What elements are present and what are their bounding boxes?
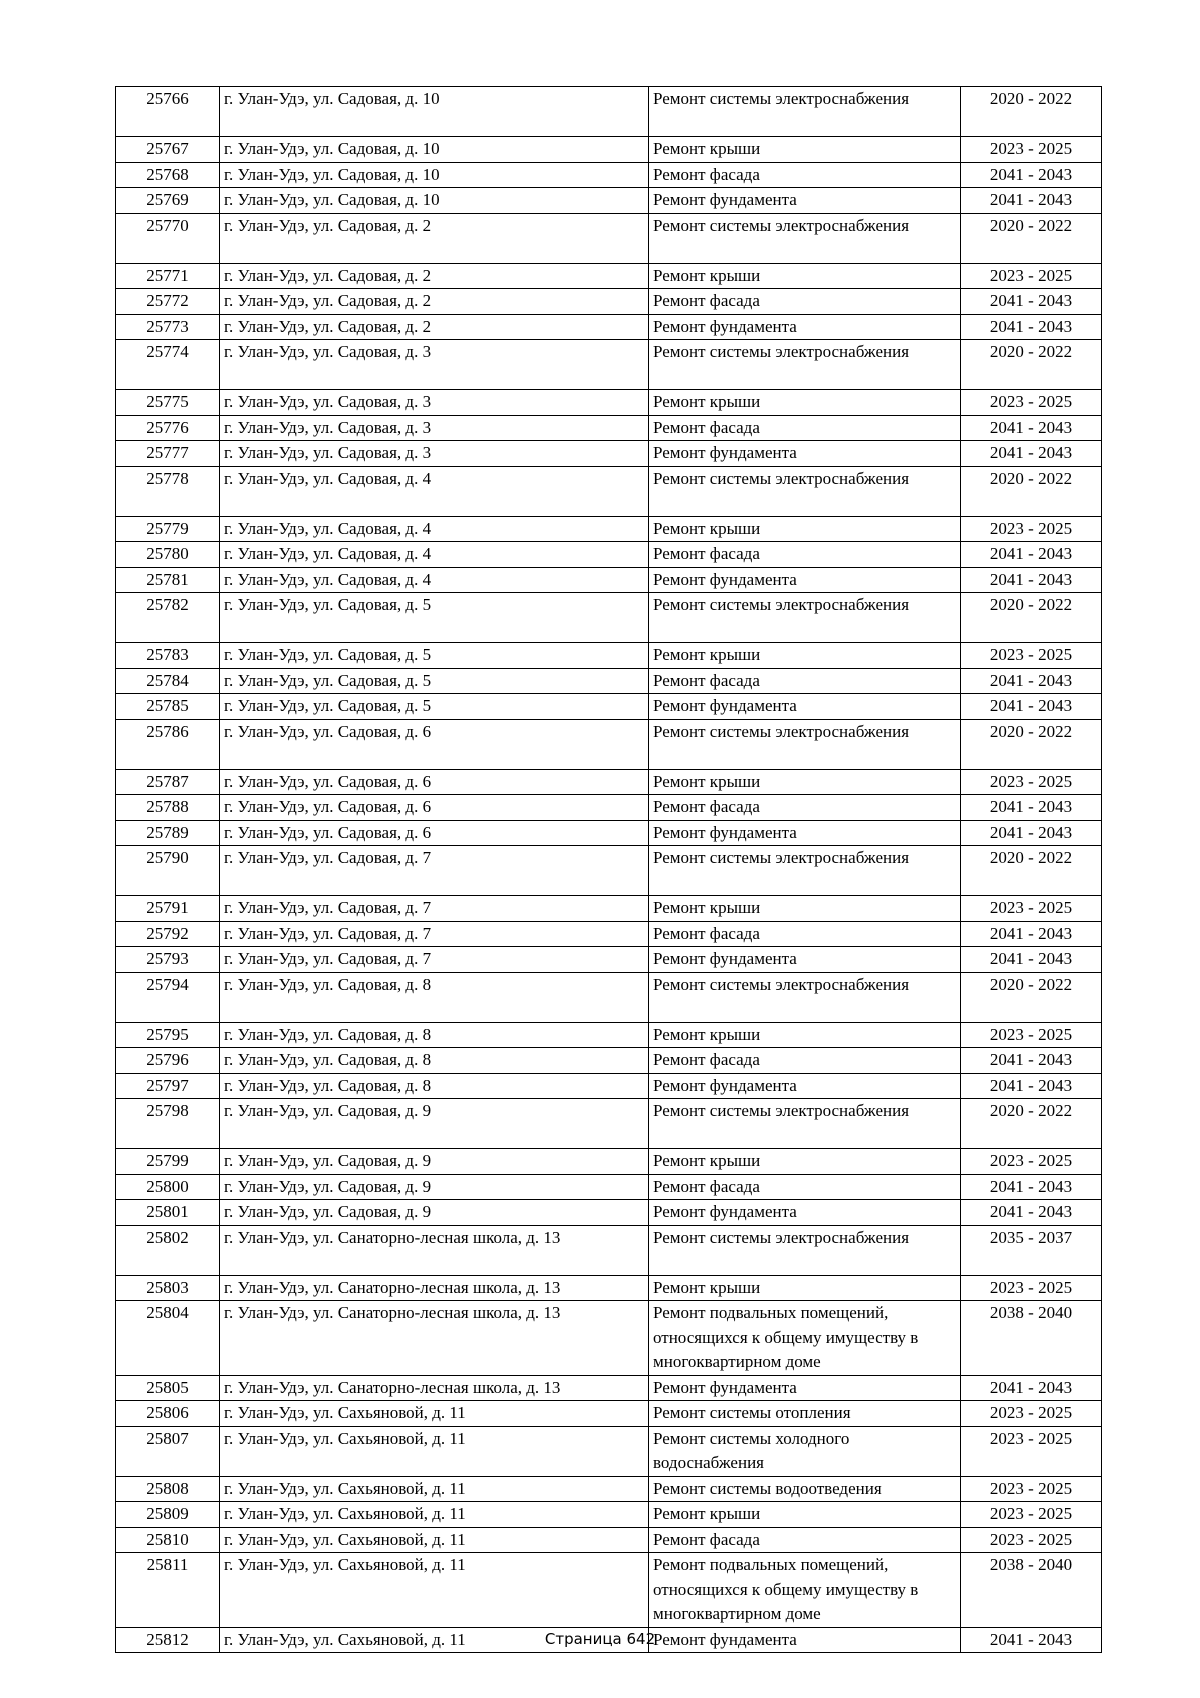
address-cell: г. Улан-Удэ, ул. Садовая, д. 6	[220, 820, 649, 846]
period-cell: 2023 - 2025	[961, 1275, 1102, 1301]
table-row	[116, 972, 1102, 1022]
work-type-cell: Ремонт фундамента	[649, 1375, 961, 1401]
table-row	[116, 289, 1102, 315]
period-cell: 2023 - 2025	[961, 769, 1102, 795]
address-cell: г. Улан-Удэ, ул. Садовая, д. 2	[220, 263, 649, 289]
work-type-cell: Ремонт фундамента	[649, 188, 961, 214]
row-number-cell: 25787	[116, 769, 220, 795]
period-cell: 2041 - 2043	[961, 795, 1102, 821]
address-cell: г. Улан-Удэ, ул. Садовая, д. 4	[220, 516, 649, 542]
row-number-cell: 25797	[116, 1073, 220, 1099]
period-cell: 2023 - 2025	[961, 1476, 1102, 1502]
table-row	[116, 137, 1102, 163]
period-cell: 2020 - 2022	[961, 466, 1102, 516]
row-number-cell: 25810	[116, 1527, 220, 1553]
work-type-cell: Ремонт подвальных помещений, относящихся к общему имуществу в многоквартирном доме	[649, 1553, 961, 1628]
address-cell: г. Улан-Удэ, ул. Садовая, д. 8	[220, 1073, 649, 1099]
address-cell: г. Улан-Удэ, ул. Садовая, д. 6	[220, 719, 649, 769]
work-type-cell: Ремонт фасада	[649, 415, 961, 441]
work-type-cell: Ремонт системы холодного водоснабжения	[649, 1426, 961, 1476]
work-type-cell: Ремонт фундамента	[649, 567, 961, 593]
row-number-cell: 25801	[116, 1200, 220, 1226]
table-row	[116, 263, 1102, 289]
period-cell: 2020 - 2022	[961, 340, 1102, 390]
address-cell: г. Улан-Удэ, ул. Садовая, д. 8	[220, 1048, 649, 1074]
address-cell: г. Улан-Удэ, ул. Садовая, д. 3	[220, 441, 649, 467]
row-number-cell: 25775	[116, 390, 220, 416]
table-row	[116, 441, 1102, 467]
work-type-cell: Ремонт фасада	[649, 1174, 961, 1200]
address-cell: г. Улан-Удэ, ул. Садовая, д. 5	[220, 643, 649, 669]
period-cell: 2020 - 2022	[961, 972, 1102, 1022]
table-row	[116, 1476, 1102, 1502]
address-cell: г. Улан-Удэ, ул. Садовая, д. 2	[220, 213, 649, 263]
row-number-cell: 25790	[116, 846, 220, 896]
address-cell: г. Улан-Удэ, ул. Сахьяновой, д. 11	[220, 1426, 649, 1476]
work-type-cell: Ремонт фундамента	[649, 1627, 961, 1653]
work-type-cell: Ремонт фасада	[649, 542, 961, 568]
period-cell: 2041 - 2043	[961, 314, 1102, 340]
work-type-cell: Ремонт системы электроснабжения	[649, 719, 961, 769]
address-cell: г. Улан-Удэ, ул. Сахьяновой, д. 11	[220, 1476, 649, 1502]
table-row	[116, 1502, 1102, 1528]
address-cell: г. Улан-Удэ, ул. Садовая, д. 8	[220, 972, 649, 1022]
address-cell: г. Улан-Удэ, ул. Сахьяновой, д. 11	[220, 1401, 649, 1427]
table-row	[116, 213, 1102, 263]
period-cell: 2041 - 2043	[961, 1200, 1102, 1226]
period-cell: 2020 - 2022	[961, 846, 1102, 896]
table-row	[116, 694, 1102, 720]
row-number-cell: 25778	[116, 466, 220, 516]
row-number-cell: 25774	[116, 340, 220, 390]
row-number-cell: 25767	[116, 137, 220, 163]
address-cell: г. Улан-Удэ, ул. Садовая, д. 10	[220, 137, 649, 163]
period-cell: 2041 - 2043	[961, 1048, 1102, 1074]
work-type-cell: Ремонт системы электроснабжения	[649, 593, 961, 643]
table-row	[116, 820, 1102, 846]
work-type-cell: Ремонт фундамента	[649, 1200, 961, 1226]
period-cell: 2038 - 2040	[961, 1301, 1102, 1376]
period-cell: 2023 - 2025	[961, 263, 1102, 289]
period-cell: 2023 - 2025	[961, 516, 1102, 542]
row-number-cell: 25784	[116, 668, 220, 694]
table-row	[116, 1174, 1102, 1200]
work-type-cell: Ремонт крыши	[649, 390, 961, 416]
table-row	[116, 795, 1102, 821]
table-row	[116, 415, 1102, 441]
table-row	[116, 1048, 1102, 1074]
period-cell: 2020 - 2022	[961, 1099, 1102, 1149]
table-row	[116, 188, 1102, 214]
table-row	[116, 593, 1102, 643]
row-number-cell: 25785	[116, 694, 220, 720]
period-cell: 2038 - 2040	[961, 1553, 1102, 1628]
table-row	[116, 1275, 1102, 1301]
row-number-cell: 25772	[116, 289, 220, 315]
row-number-cell: 25780	[116, 542, 220, 568]
work-type-cell: Ремонт крыши	[649, 516, 961, 542]
row-number-cell: 25779	[116, 516, 220, 542]
table-row	[116, 1426, 1102, 1476]
address-cell: г. Улан-Удэ, ул. Садовая, д. 4	[220, 466, 649, 516]
work-type-cell: Ремонт фундамента	[649, 694, 961, 720]
work-type-cell: Ремонт крыши	[649, 1022, 961, 1048]
address-cell: г. Улан-Удэ, ул. Садовая, д. 7	[220, 947, 649, 973]
address-cell: г. Улан-Удэ, ул. Садовая, д. 3	[220, 390, 649, 416]
work-type-cell: Ремонт системы водоотведения	[649, 1476, 961, 1502]
address-cell: г. Улан-Удэ, ул. Садовая, д. 9	[220, 1149, 649, 1175]
period-cell: 2023 - 2025	[961, 390, 1102, 416]
work-type-cell: Ремонт фундамента	[649, 1073, 961, 1099]
row-number-cell: 25771	[116, 263, 220, 289]
address-cell: г. Улан-Удэ, ул. Садовая, д. 9	[220, 1099, 649, 1149]
row-number-cell: 25809	[116, 1502, 220, 1528]
work-type-cell: Ремонт системы электроснабжения	[649, 846, 961, 896]
table-row	[116, 1527, 1102, 1553]
row-number-cell: 25770	[116, 213, 220, 263]
table-row	[116, 314, 1102, 340]
row-number-cell: 25793	[116, 947, 220, 973]
row-number-cell: 25802	[116, 1225, 220, 1275]
address-cell: г. Улан-Удэ, ул. Садовая, д. 2	[220, 289, 649, 315]
period-cell: 2020 - 2022	[961, 87, 1102, 137]
table-row	[116, 1375, 1102, 1401]
period-cell: 2041 - 2043	[961, 289, 1102, 315]
row-number-cell: 25805	[116, 1375, 220, 1401]
period-cell: 2041 - 2043	[961, 1375, 1102, 1401]
table-row	[116, 719, 1102, 769]
period-cell: 2041 - 2043	[961, 188, 1102, 214]
period-cell: 2041 - 2043	[961, 441, 1102, 467]
work-type-cell: Ремонт крыши	[649, 1502, 961, 1528]
address-cell: г. Улан-Удэ, ул. Садовая, д. 5	[220, 593, 649, 643]
period-cell: 2020 - 2022	[961, 213, 1102, 263]
period-cell: 2023 - 2025	[961, 1149, 1102, 1175]
address-cell: г. Улан-Удэ, ул. Садовая, д. 5	[220, 694, 649, 720]
period-cell: 2023 - 2025	[961, 137, 1102, 163]
work-type-cell: Ремонт системы электроснабжения	[649, 1225, 961, 1275]
work-type-cell: Ремонт фундамента	[649, 820, 961, 846]
table-row	[116, 87, 1102, 137]
row-number-cell: 25782	[116, 593, 220, 643]
work-type-cell: Ремонт крыши	[649, 1149, 961, 1175]
work-type-cell: Ремонт системы электроснабжения	[649, 87, 961, 137]
table-row	[116, 340, 1102, 390]
address-cell: г. Улан-Удэ, ул. Сахьяновой, д. 11	[220, 1527, 649, 1553]
page-number: Страница 642	[544, 1630, 656, 1648]
table-row	[116, 390, 1102, 416]
period-cell: 2041 - 2043	[961, 415, 1102, 441]
address-cell: г. Улан-Удэ, ул. Садовая, д. 9	[220, 1200, 649, 1226]
address-cell: г. Улан-Удэ, ул. Садовая, д. 9	[220, 1174, 649, 1200]
address-cell: г. Улан-Удэ, ул. Садовая, д. 6	[220, 795, 649, 821]
work-type-cell: Ремонт фасада	[649, 162, 961, 188]
table-row	[116, 1225, 1102, 1275]
address-cell: г. Улан-Удэ, ул. Садовая, д. 10	[220, 188, 649, 214]
work-type-cell: Ремонт системы электроснабжения	[649, 340, 961, 390]
address-cell: г. Улан-Удэ, ул. Садовая, д. 7	[220, 846, 649, 896]
row-number-cell: 25795	[116, 1022, 220, 1048]
work-type-cell: Ремонт системы электроснабжения	[649, 972, 961, 1022]
work-type-cell: Ремонт подвальных помещений, относящихся к общему имуществу в многоквартирном доме	[649, 1301, 961, 1376]
table-row	[116, 643, 1102, 669]
row-number-cell: 25799	[116, 1149, 220, 1175]
row-number-cell: 25792	[116, 921, 220, 947]
address-cell: г. Улан-Удэ, ул. Садовая, д. 10	[220, 87, 649, 137]
work-type-cell: Ремонт системы отопления	[649, 1401, 961, 1427]
table-row	[116, 1401, 1102, 1427]
address-cell: г. Улан-Удэ, ул. Сахьяновой, д. 11	[220, 1627, 649, 1653]
table-row	[116, 466, 1102, 516]
row-number-cell: 25766	[116, 87, 220, 137]
table-row	[116, 1301, 1102, 1376]
work-type-cell: Ремонт крыши	[649, 769, 961, 795]
address-cell: г. Улан-Удэ, ул. Садовая, д. 7	[220, 896, 649, 922]
period-cell: 2020 - 2022	[961, 719, 1102, 769]
table-row	[116, 1099, 1102, 1149]
row-number-cell: 25803	[116, 1275, 220, 1301]
table-row	[116, 1022, 1102, 1048]
work-type-cell: Ремонт системы электроснабжения	[649, 466, 961, 516]
period-cell: 2023 - 2025	[961, 1401, 1102, 1427]
period-cell: 2041 - 2043	[961, 921, 1102, 947]
row-number-cell: 25788	[116, 795, 220, 821]
table-body	[116, 87, 1102, 1653]
work-type-cell: Ремонт фундамента	[649, 441, 961, 467]
work-type-cell: Ремонт фасада	[649, 289, 961, 315]
work-type-cell: Ремонт фасада	[649, 1048, 961, 1074]
address-cell: г. Улан-Удэ, ул. Сахьяновой, д. 11	[220, 1502, 649, 1528]
period-cell: 2041 - 2043	[961, 1174, 1102, 1200]
address-cell: г. Улан-Удэ, ул. Санаторно-лесная школа, д. 13	[220, 1275, 649, 1301]
work-type-cell: Ремонт фасада	[649, 1527, 961, 1553]
period-cell: 2020 - 2022	[961, 593, 1102, 643]
row-number-cell: 25789	[116, 820, 220, 846]
period-cell: 2041 - 2043	[961, 1073, 1102, 1099]
row-number-cell: 25796	[116, 1048, 220, 1074]
row-number-cell: 25791	[116, 896, 220, 922]
period-cell: 2023 - 2025	[961, 896, 1102, 922]
address-cell: г. Улан-Удэ, ул. Садовая, д. 7	[220, 921, 649, 947]
address-cell: г. Улан-Удэ, ул. Садовая, д. 10	[220, 162, 649, 188]
work-type-cell: Ремонт фасада	[649, 921, 961, 947]
period-cell: 2041 - 2043	[961, 567, 1102, 593]
period-cell: 2023 - 2025	[961, 1426, 1102, 1476]
row-number-cell: 25808	[116, 1476, 220, 1502]
row-number-cell: 25812	[116, 1627, 220, 1653]
address-cell: г. Улан-Удэ, ул. Санаторно-лесная школа, д. 13	[220, 1225, 649, 1275]
work-type-cell: Ремонт крыши	[649, 263, 961, 289]
period-cell: 2041 - 2043	[961, 947, 1102, 973]
address-cell: г. Улан-Удэ, ул. Санаторно-лесная школа, д. 13	[220, 1301, 649, 1376]
table-row	[116, 769, 1102, 795]
row-number-cell: 25804	[116, 1301, 220, 1376]
work-type-cell: Ремонт системы электроснабжения	[649, 213, 961, 263]
table-row	[116, 846, 1102, 896]
address-cell: г. Улан-Удэ, ул. Садовая, д. 4	[220, 542, 649, 568]
table-row	[116, 896, 1102, 922]
period-cell: 2041 - 2043	[961, 542, 1102, 568]
row-number-cell: 25798	[116, 1099, 220, 1149]
work-type-cell: Ремонт крыши	[649, 1275, 961, 1301]
address-cell: г. Улан-Удэ, ул. Садовая, д. 6	[220, 769, 649, 795]
address-cell: г. Улан-Удэ, ул. Садовая, д. 3	[220, 415, 649, 441]
row-number-cell: 25786	[116, 719, 220, 769]
address-cell: г. Улан-Удэ, ул. Садовая, д. 5	[220, 668, 649, 694]
address-cell: г. Улан-Удэ, ул. Сахьяновой, д. 11	[220, 1553, 649, 1628]
period-cell: 2041 - 2043	[961, 820, 1102, 846]
table-row	[116, 947, 1102, 973]
table-row	[116, 567, 1102, 593]
table-row	[116, 162, 1102, 188]
address-cell: г. Улан-Удэ, ул. Садовая, д. 4	[220, 567, 649, 593]
work-type-cell: Ремонт крыши	[649, 137, 961, 163]
period-cell: 2041 - 2043	[961, 1627, 1102, 1653]
address-cell: г. Улан-Удэ, ул. Санаторно-лесная школа, д. 13	[220, 1375, 649, 1401]
table-row	[116, 1073, 1102, 1099]
address-cell: г. Улан-Удэ, ул. Садовая, д. 3	[220, 340, 649, 390]
row-number-cell: 25807	[116, 1426, 220, 1476]
row-number-cell: 25773	[116, 314, 220, 340]
period-cell: 2023 - 2025	[961, 1502, 1102, 1528]
period-cell: 2041 - 2043	[961, 694, 1102, 720]
address-cell: г. Улан-Удэ, ул. Садовая, д. 2	[220, 314, 649, 340]
period-cell: 2035 - 2037	[961, 1225, 1102, 1275]
row-number-cell: 25800	[116, 1174, 220, 1200]
row-number-cell: 25777	[116, 441, 220, 467]
work-type-cell: Ремонт фундамента	[649, 314, 961, 340]
work-type-cell: Ремонт системы электроснабжения	[649, 1099, 961, 1149]
row-number-cell: 25769	[116, 188, 220, 214]
period-cell: 2041 - 2043	[961, 668, 1102, 694]
row-number-cell: 25783	[116, 643, 220, 669]
table-row	[116, 1553, 1102, 1628]
table-row	[116, 1200, 1102, 1226]
period-cell: 2023 - 2025	[961, 1527, 1102, 1553]
table-row	[116, 516, 1102, 542]
period-cell: 2041 - 2043	[961, 162, 1102, 188]
row-number-cell: 25794	[116, 972, 220, 1022]
row-number-cell: 25776	[116, 415, 220, 441]
work-type-cell: Ремонт крыши	[649, 643, 961, 669]
table-row	[116, 668, 1102, 694]
period-cell: 2023 - 2025	[961, 643, 1102, 669]
work-type-cell: Ремонт фасада	[649, 795, 961, 821]
table-row	[116, 542, 1102, 568]
work-type-cell: Ремонт крыши	[649, 896, 961, 922]
table-row	[116, 1149, 1102, 1175]
repair-schedule-table	[115, 86, 1102, 1653]
row-number-cell: 25781	[116, 567, 220, 593]
work-type-cell: Ремонт фундамента	[649, 947, 961, 973]
row-number-cell: 25768	[116, 162, 220, 188]
row-number-cell: 25811	[116, 1553, 220, 1628]
period-cell: 2023 - 2025	[961, 1022, 1102, 1048]
work-type-cell: Ремонт фасада	[649, 668, 961, 694]
address-cell: г. Улан-Удэ, ул. Садовая, д. 8	[220, 1022, 649, 1048]
table-row	[116, 921, 1102, 947]
row-number-cell: 25806	[116, 1401, 220, 1427]
